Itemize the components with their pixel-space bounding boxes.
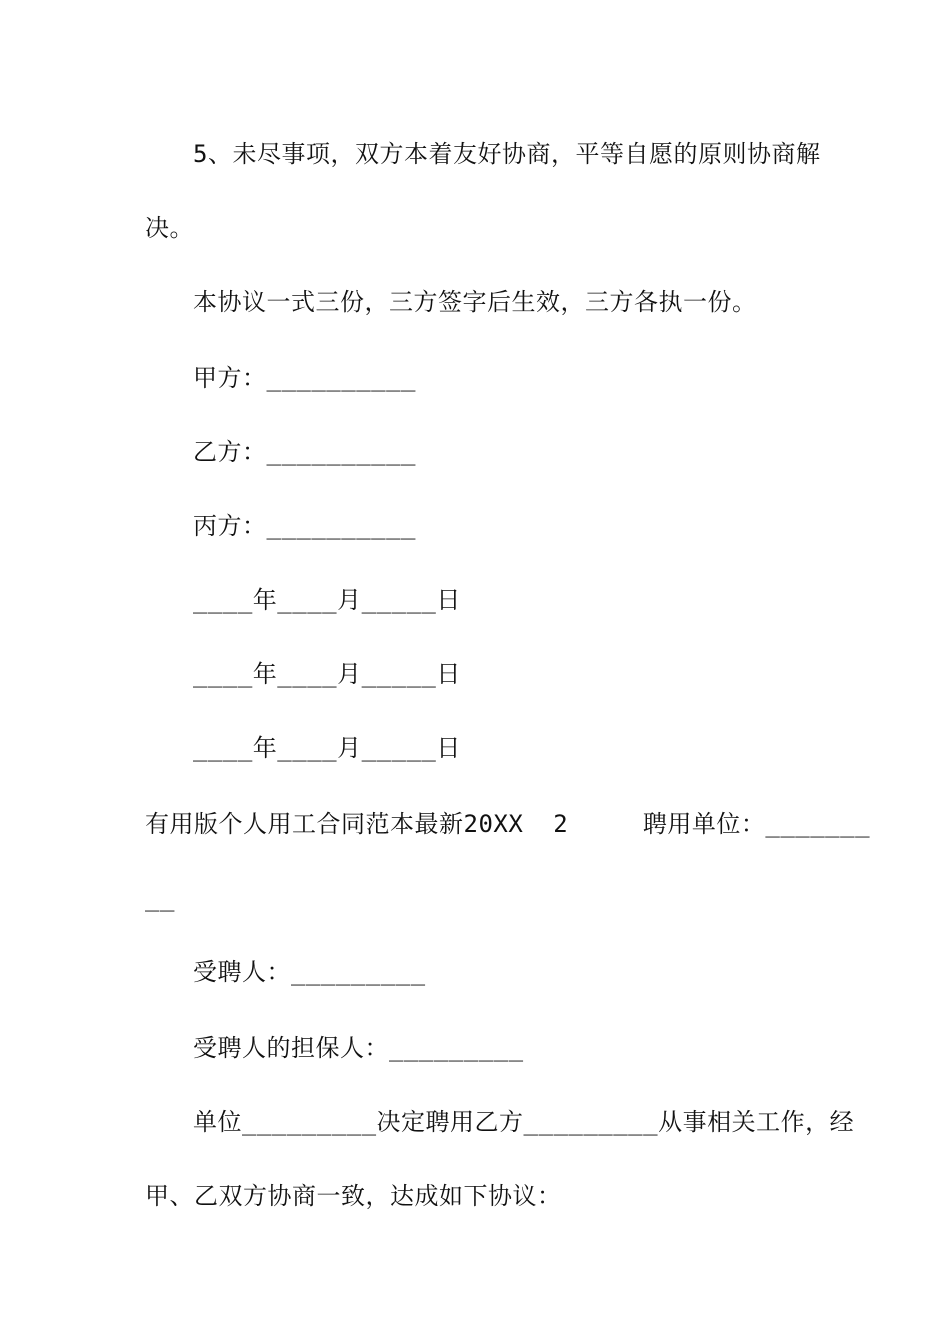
- agreement-intro-line-2: 甲、乙双方协商一致，达成如下协议：: [145, 1182, 562, 1210]
- contract-title-line: 有用版个人用工合同范本最新20XX 2 聘用单位：_______: [145, 810, 871, 838]
- date-line-1: ____年____月_____日: [193, 586, 461, 614]
- guarantor-signature: 受聘人的担保人：_________: [193, 1034, 524, 1062]
- clause-5-line-2: 决。: [145, 214, 194, 242]
- party-b-signature: 乙方：__________: [193, 438, 416, 466]
- clause-5-line-1: 5、未尽事项，双方本着友好协商，平等自愿的原则协商解: [193, 140, 821, 168]
- date-line-2: ____年____月_____日: [193, 660, 461, 688]
- employee-signature: 受聘人：_________: [193, 958, 426, 986]
- party-c-signature: 丙方：__________: [193, 512, 416, 540]
- copies-statement: 本协议一式三份，三方签字后生效，三方各执一份。: [193, 288, 757, 316]
- agreement-intro-line-1: 单位_________决定聘用乙方_________从事相关工作，经: [193, 1108, 855, 1136]
- employer-blank-continuation: __: [145, 884, 175, 912]
- party-a-signature: 甲方：__________: [193, 364, 416, 392]
- date-line-3: ____年____月_____日: [193, 734, 461, 762]
